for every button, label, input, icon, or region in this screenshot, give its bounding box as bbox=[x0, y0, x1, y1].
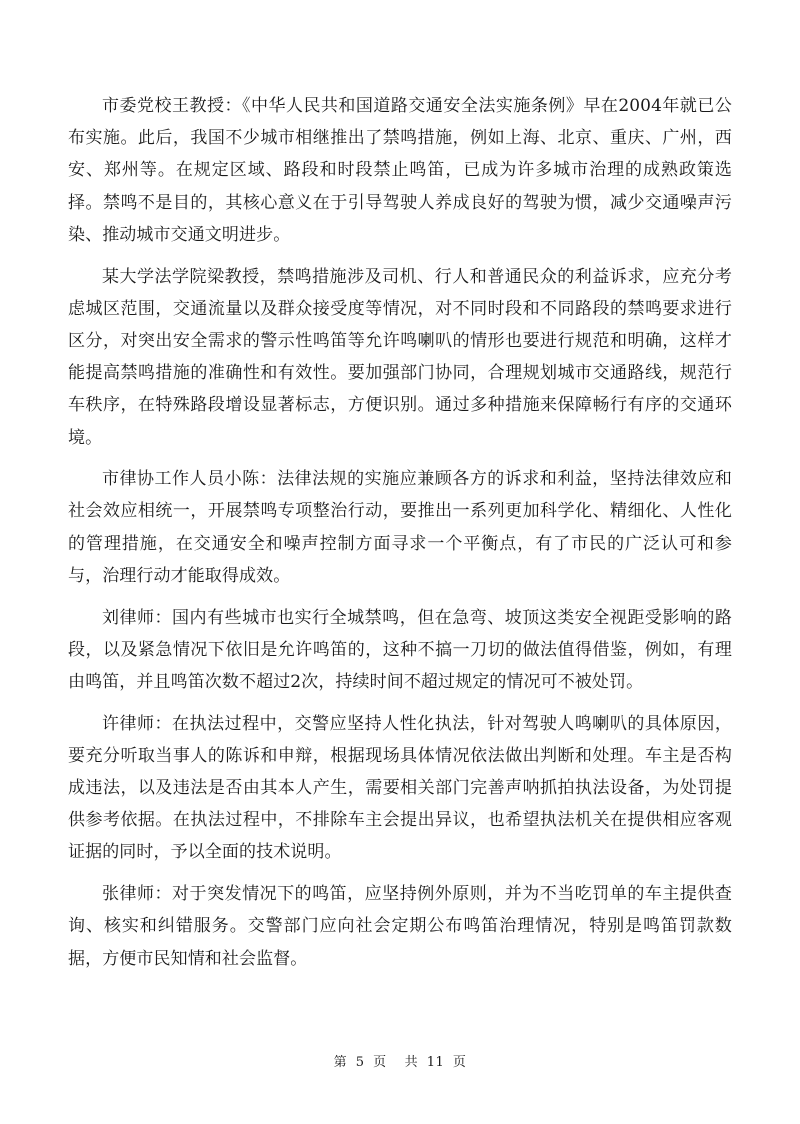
page-number: 5 bbox=[355, 1055, 365, 1070]
document-body bbox=[68, 90, 732, 984]
total-suffix: 页 bbox=[452, 1055, 467, 1070]
paragraph-liang: 某大学法学院梁教授，禁鸣措施涉及司机、行人和普通民众的利益诉求，应充分考虑城区范围，交通流量以及群众接受度等情况，对不同时段和不同路段的禁鸣要求进行区分，对突出安全需求的警示性鸣笛等允许鸣喇叭的情形也要进行规范和明确，这样才能提高禁鸣措施的准确性和有效性。要加强部门协同，合理规划城市交通路线，规范行车秩序，在特殊路段增设显著标志，方便识别。通过多种措施来保障畅行有序的交通环境。 bbox=[68, 266, 732, 448]
page-footer bbox=[0, 1054, 800, 1072]
paragraph-xu: 许律师：在执法过程中，交警应坚持人性化执法，针对驾驶人鸣喇叭的具体原因，要充分听取当事人的陈诉和申辩，根据现场具体情况依法做出判断和处理。车主是否构成违法，以及违法是否由其本人产生，需要相关部门完善声呐抓拍执法设备，为处罚提供参考依据。在执法过程中，不排除车主会提出异议，也希望执法机关在提供相应客观证据的同时，予以全面的技术说明。 bbox=[68, 713, 732, 863]
page-suffix: 页 bbox=[373, 1055, 387, 1070]
paragraph-zhang: 张律师：对于突发情况下的鸣笛，应坚持例外原则，并为不当吃罚单的车主提供查询、核实和纠错服务。交警部门应向社会定期公布鸣笛治理情况，特别是鸣笛罚款数据，方便市民知情和社会监督。 bbox=[68, 884, 732, 969]
page-prefix: 第 bbox=[333, 1055, 348, 1070]
total-prefix: 共 bbox=[404, 1055, 419, 1070]
paragraph-wang: 市委党校王教授：《中华人民共和国道路交通安全法实施条例》早在2004年就已公布实施。此后，我国不少城市相继推出了禁鸣措施，例如上海、北京、重庆、广州，西安、郑州等。在规定区域、路段和时段禁止鸣笛，已成为许多城市治理的成熟政策选择。禁鸣不是目的，其核心意义在于引导驾驶人养成良好的驾驶为惯，减少交通噪声污染、推动城市交通文明进步。 bbox=[68, 96, 732, 245]
total-pages: 11 bbox=[426, 1055, 445, 1070]
paragraph-xiaochen: 市律协工作人员小陈：法律法规的实施应兼顾各方的诉求和利益，坚持法律效应和社会效应相统一，开展禁鸣专项整治行动，要推出一系列更加科学化、精细化、人性化的管理措施，在交通安全和噪声控制方面寻求一个平衡点，有了市民的广泛认可和参与，治理行动才能取得成效。 bbox=[68, 469, 732, 586]
paragraph-liu: 刘律师：国内有些城市也实行全城禁鸣，但在急弯、坡顶这类安全视距受影响的路段，以及紧急情况下依旧是允许鸣笛的，这种不搞一刀切的做法值得借鉴，例如，有理由鸣笛，并且鸣笛次数不超过2次，持续时间不超过规定的情况可不被处罚。 bbox=[68, 607, 732, 692]
